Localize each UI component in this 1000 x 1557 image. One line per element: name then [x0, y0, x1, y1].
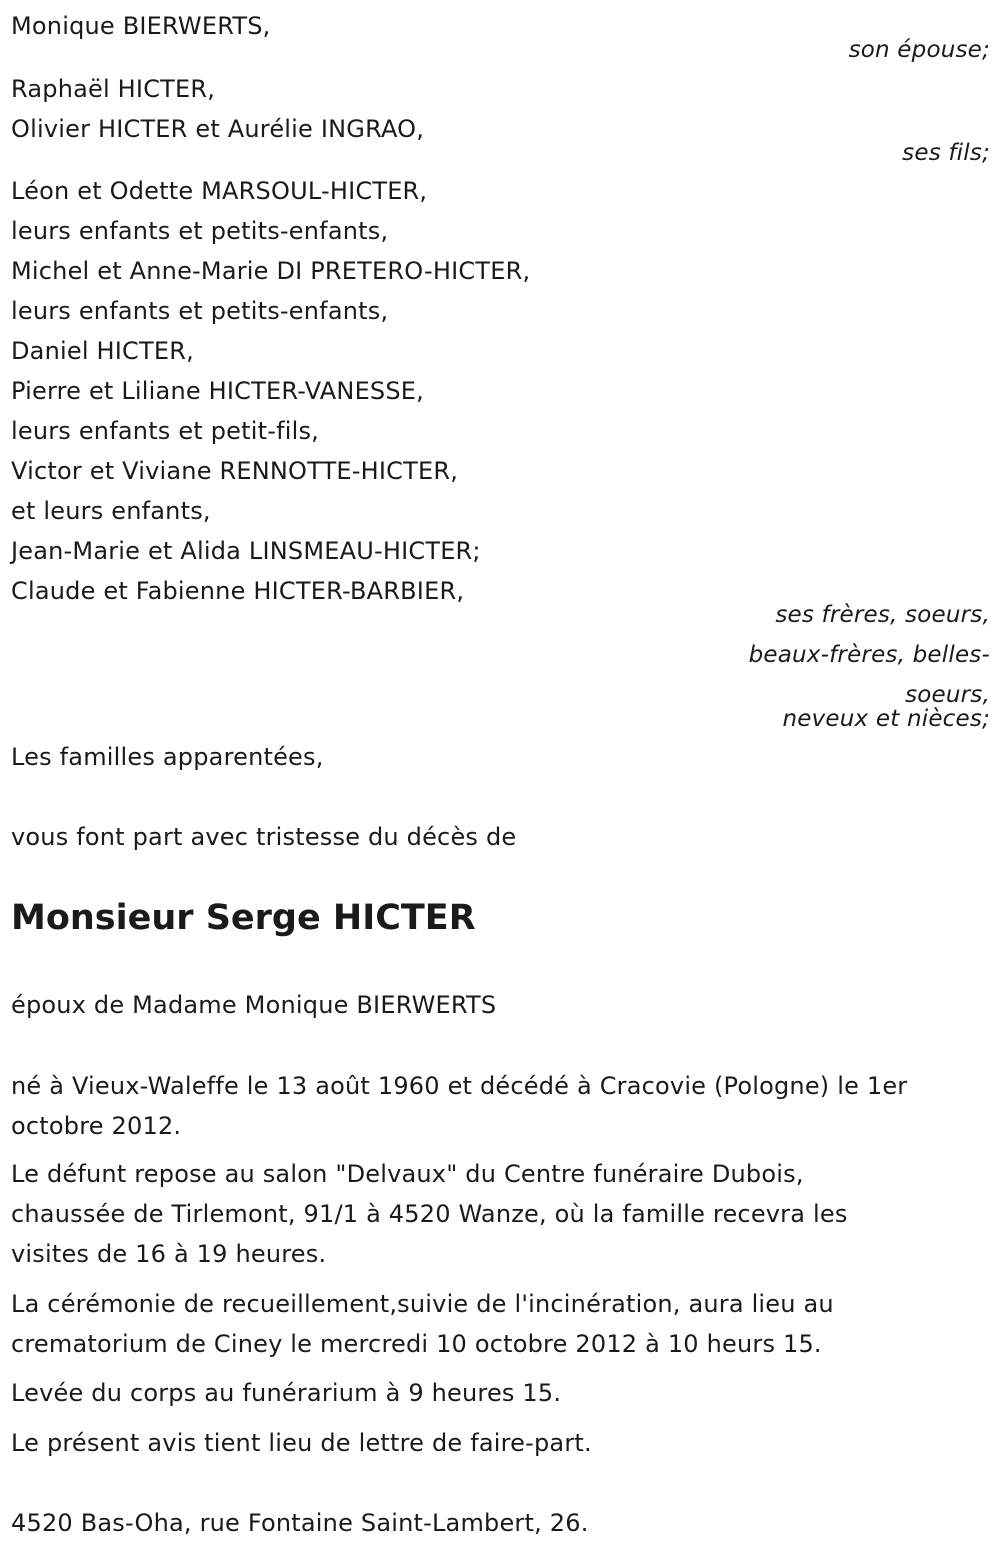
name-line: Michel et Anne-Marie DI PRETERO-HICTER, — [11, 257, 531, 285]
relation-label: beaux-frères, belles- — [748, 642, 990, 668]
relation-label: neveux et nièces; — [782, 706, 990, 732]
name-line: Monique BIERWERTS, — [11, 12, 271, 40]
relation-label: ses fils; — [902, 140, 990, 166]
detail-line: Le défunt repose au salon "Delvaux" du Centre funéraire Dubois, — [11, 1160, 804, 1188]
relation-label: soeurs, — [905, 682, 990, 708]
name-line: leurs enfants et petits-enfants, — [11, 217, 389, 245]
families-line: Les familles apparentées, — [11, 743, 324, 771]
name-line: leurs enfants et petit-fils, — [11, 417, 320, 445]
spouse-line: époux de Madame Monique BIERWERTS — [11, 991, 497, 1019]
relation-label: son épouse; — [848, 37, 990, 63]
detail-line: chaussée de Tirlemont, 91/1 à 4520 Wanze, où la famille recevra les — [11, 1200, 848, 1228]
detail-line: visites de 16 à 19 heures. — [11, 1240, 327, 1268]
name-line: et leurs enfants, — [11, 497, 211, 525]
detail-line: Le présent avis tient lieu de lettre de faire-part. — [11, 1429, 592, 1457]
address-line: 4520 Bas-Oha, rue Fontaine Saint-Lambert, 26. — [11, 1509, 589, 1537]
name-line: Victor et Viviane RENNOTTE-HICTER, — [11, 457, 459, 485]
detail-line: octobre 2012. — [11, 1112, 182, 1140]
name-line: Daniel HICTER, — [11, 337, 194, 365]
relation-label: ses frères, soeurs, — [775, 602, 990, 628]
name-line: Pierre et Liliane HICTER-VANESSE, — [11, 377, 424, 405]
deceased-name: Monsieur Serge HICTER — [11, 898, 476, 938]
name-line: Olivier HICTER et Aurélie INGRAO, — [11, 115, 425, 143]
name-line: Jean-Marie et Alida LINSMEAU-HICTER; — [11, 537, 481, 565]
name-line: leurs enfants et petits-enfants, — [11, 297, 389, 325]
detail-line: né à Vieux-Waleffe le 13 août 1960 et décédé à Cracovie (Pologne) le 1er — [11, 1072, 908, 1100]
name-line: Claude et Fabienne HICTER-BARBIER, — [11, 577, 465, 605]
announcement-line: vous font part avec tristesse du décès de — [11, 823, 517, 851]
detail-line: La cérémonie de recueillement,suivie de l'incinération, aura lieu au — [11, 1290, 834, 1318]
name-line: Raphaël HICTER, — [11, 75, 216, 103]
detail-line: Levée du corps au funérarium à 9 heures 15. — [11, 1379, 562, 1407]
name-line: Léon et Odette MARSOUL-HICTER, — [11, 177, 428, 205]
detail-line: crematorium de Ciney le mercredi 10 octobre 2012 à 10 heurs 15. — [11, 1330, 822, 1358]
